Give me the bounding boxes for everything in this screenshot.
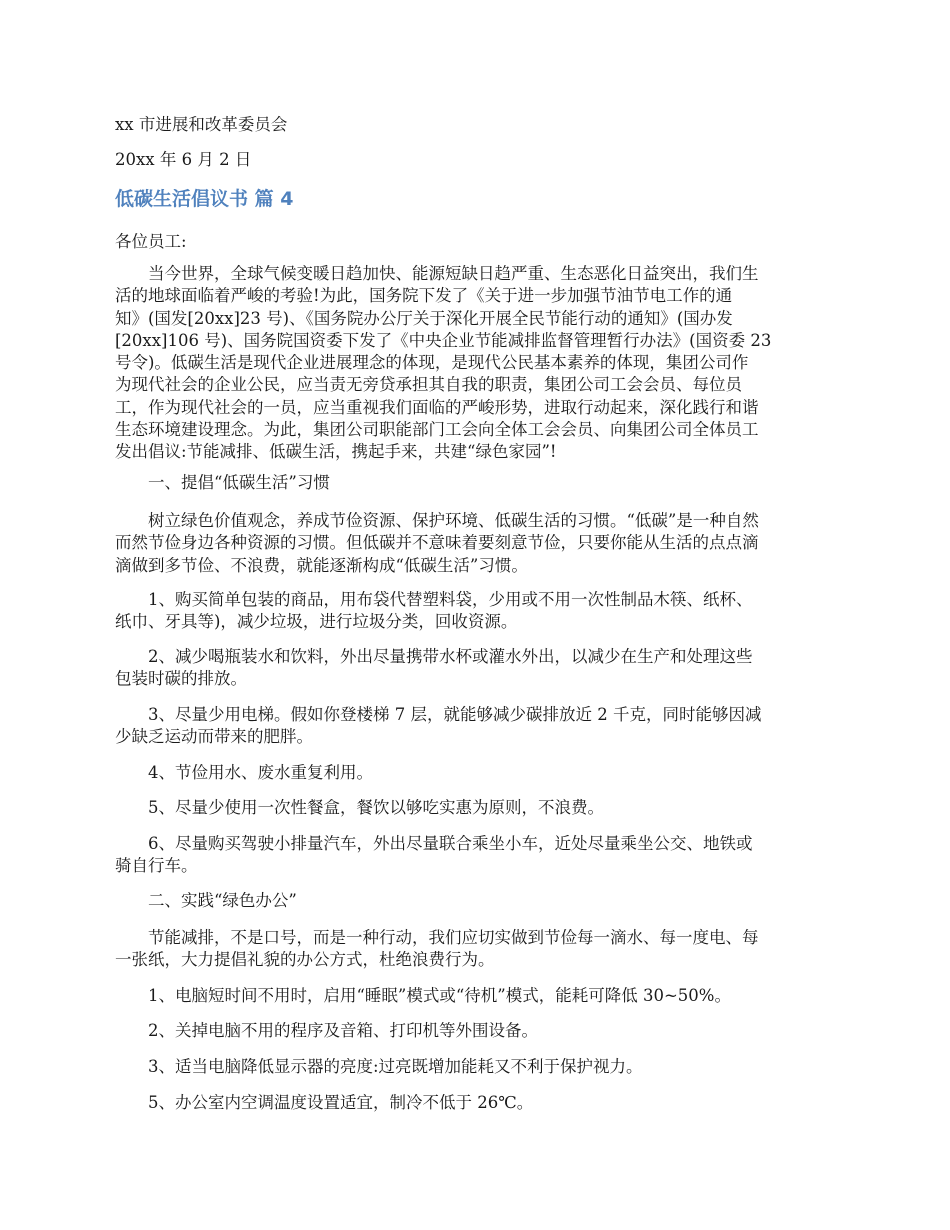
intro-line: 活的地球面临着严峻的考验!为此，国务院下发了《关于进一步加强节油节电工作的通 [115, 286, 733, 306]
intro-line: [20xx]106 号)、国务院国资委下发了《中央企业节能减排监督管理暂行办法》(国资委 23 [115, 330, 772, 350]
office-item-1 [115, 985, 840, 1007]
section2-intro [115, 927, 840, 972]
intro-line: 为现代社会的企业公民，应当责无旁贷承担其自我的职责，集团公司工会会员、每位员 [115, 375, 742, 395]
habit-item-4 [115, 762, 840, 784]
section1-heading-text: 一、提倡“低碳生活”习惯 [115, 473, 330, 492]
section1-intro [115, 510, 840, 577]
habit-item-line: 6、尽量购买驾驶小排量汽车，外出尽量联合乘坐小车，近处尽量乘坐公交、地铁或 [115, 834, 753, 853]
habit-item-line: 骑自行车。 [115, 856, 198, 876]
habit-item-line: 2、减少喝瓶装水和饮料，外出尽量携带水杯或灌水外出，以减少在生产和处理这些 [115, 647, 753, 666]
office-item-line: 1、电脑短时间不用时，启用“睡眠”模式或“待机”模式，能耗可降低 30~50%。 [115, 986, 731, 1005]
section2-intro-line: 一张纸，大力提倡礼貌的办公方式，杜绝浪费行为。 [115, 950, 495, 970]
issue-date: 20xx 年 6 月 2 日 [115, 150, 252, 169]
office-item-3 [115, 1056, 840, 1078]
section1-intro-line: 而然节俭身边各种资源的习惯。但低碳并不意味着要刻意节俭，只要你能从生活的点点滴 [115, 533, 759, 553]
office-item-2 [115, 1020, 840, 1042]
habit-item-2 [115, 646, 840, 691]
greeting: 各位员工: [115, 232, 187, 251]
habit-item-line: 5、尽量少使用一次性餐盒，餐饮以够吃实惠为原则，不浪费。 [115, 798, 604, 817]
section-title: 低碳生活倡议书 篇 4 [115, 188, 294, 210]
intro-line: 工，作为现代社会的一员，应当重视我们面临的严峻形势，进取行动起来，深化践行和谐 [115, 397, 759, 417]
habit-item-5 [115, 797, 840, 819]
habit-item-line: 3、尽量少用电梯。假如你登楼梯 7 层，就能够减少碳排放近 2 千克，同时能够因减 [115, 705, 762, 724]
office-item-line: 5、办公室内空调温度设置适宜，制冷不低于 26℃。 [115, 1093, 534, 1112]
intro-line: 号令)。低碳生活是现代企业进展理念的体现，是现代公民基本素养的体现，集团公司作 [115, 353, 749, 373]
habit-item-1 [115, 589, 840, 634]
habit-item-line: 少缺乏运动而带来的肥胖。 [115, 727, 313, 747]
intro-line: 当今世界，全球气候变暖日趋加快、能源短缺日趋严重、生态恶化日益突出，我们生 [115, 264, 759, 283]
intro-line: 发出倡议:节能减排、低碳生活，携起手来，共建“绿色家园”! [115, 442, 557, 462]
section2-heading-text: 二、实践“绿色办公” [115, 891, 297, 910]
intro-line: 知》(国发[20xx]23 号)、《国务院办公厅关于深化开展全民节能行动的通知》(国办发 [115, 308, 733, 328]
office-item-line: 3、适当电脑降低显示器的亮度:过亮既增加能耗又不利于保护视力。 [115, 1057, 643, 1076]
section1-intro-line: 滴做到多节俭、不浪费，就能逐渐构成“低碳生活”习惯。 [115, 555, 528, 575]
habit-item-6 [115, 833, 840, 878]
intro-line: 生态环境建设理念。为此，集团公司职能部门工会向全体工会会员、向集团公司全体员工 [115, 420, 759, 440]
habit-item-line: 包装时碳的排放。 [115, 669, 247, 689]
office-item-5 [115, 1092, 840, 1114]
office-item-line: 2、关掉电脑不用的程序及音箱、打印机等外围设备。 [115, 1021, 538, 1040]
issuer-org: xx 市进展和改革委员会 [115, 115, 288, 134]
intro-paragraph [115, 263, 840, 464]
habit-item-line: 4、节俭用水、废水重复利用。 [115, 763, 373, 782]
section2-heading [115, 890, 840, 912]
section1-intro-line: 树立绿色价值观念，养成节俭资源、保护环境、低碳生活的习惯。“低碳”是一种自然 [115, 511, 759, 530]
habit-item-line: 1、购买简单包装的商品，用布袋代替塑料袋，少用或不用一次性制品木筷、纸杯、 [115, 590, 753, 609]
section2-intro-line: 节能减排，不是口号，而是一种行动，我们应切实做到节俭每一滴水、每一度电、每 [115, 928, 759, 947]
habit-item-3 [115, 704, 840, 749]
section1-heading [115, 472, 840, 494]
habit-item-line: 纸巾、牙具等)，减少垃圾，进行垃圾分类，回收资源。 [115, 612, 518, 632]
